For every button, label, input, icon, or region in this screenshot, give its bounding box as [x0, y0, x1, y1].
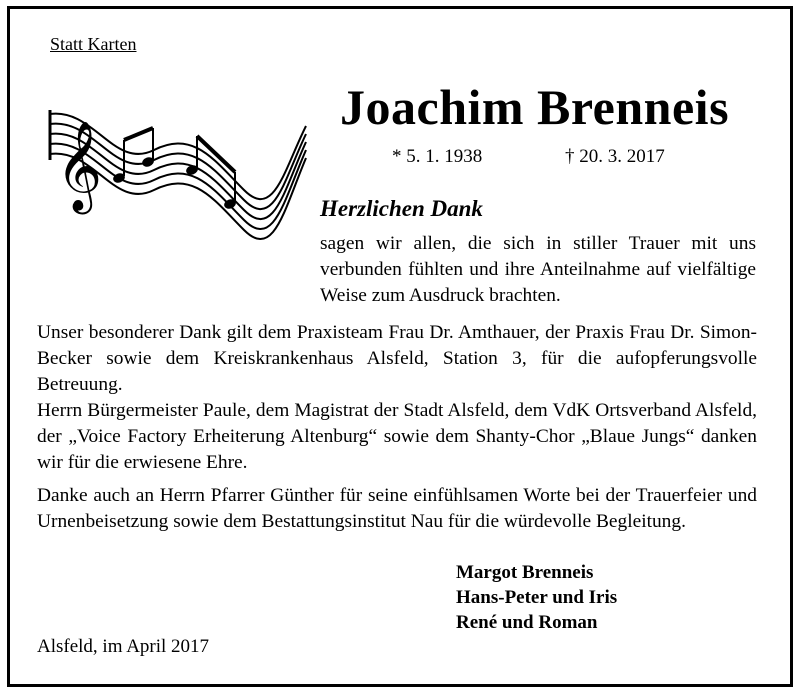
thanks-paragraph-funeral: Danke auch an Herrn Pfarrer Günther für seine einfühlsamen Worte bei der Trauerfeier und Urnenbeisetzung sowie dem Bestattungsinstitut Nau für die würdevolle Begleitung. [37, 485, 757, 532]
birth-date: * 5. 1. 1938 [392, 146, 483, 167]
signature-line: Margot Brenneis [456, 562, 594, 583]
thanks-intro: sagen wir allen, die sich in stiller Trauer mit uns verbunden fühlten und ihre Anteilnahme auf vielfältige Weise zum Ausdruck brachten. [320, 233, 756, 306]
music-notes-icon [44, 100, 310, 248]
thanks-paragraph-honors: Herrn Bürgermeister Paule, dem Magistrat der Stadt Alsfeld, dem VdK Ortsverband Alsfeld, der „Voice Factory Erheiterung Altenburg“ sowie dem Shanty-Chor „Blaue Jungs“ danken wir für die erwiesene Ehre. [37, 400, 757, 473]
thanks-paragraph-medical: Unser besonderer Dank gilt dem Praxisteam Frau Dr. Amthauer, der Praxis Frau Dr. Simon-Becker sowie dem Kreiskrankenhaus Alsfeld, Station 3, für die aufopferungsvolle Betreuung. [37, 322, 757, 395]
svg-text:𝄞: 𝄞 [56, 121, 103, 211]
signature-line: Hans-Peter und Iris [456, 587, 618, 608]
thanks-heading: Herzlichen Dank [320, 196, 483, 221]
statt-karten-label: Statt Karten [50, 34, 137, 54]
deceased-name: Joachim Brenneis [340, 79, 730, 135]
signature-line: René und Roman [456, 612, 598, 633]
place-date: Alsfeld, im April 2017 [37, 636, 210, 657]
death-date: † 20. 3. 2017 [565, 146, 665, 167]
